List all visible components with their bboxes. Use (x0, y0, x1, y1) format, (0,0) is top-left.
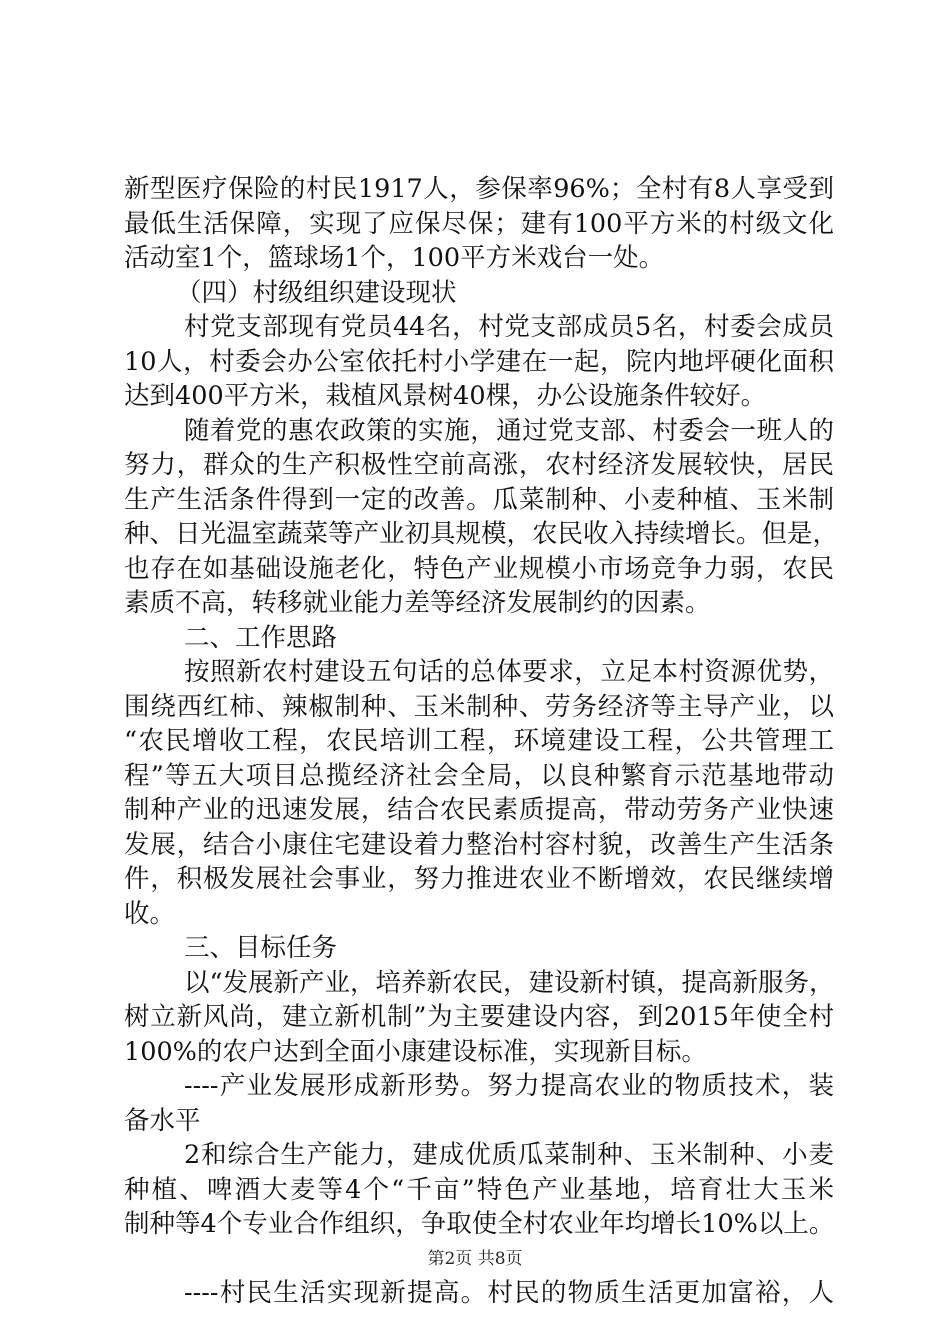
page-footer: 第2页 共8页 (427, 1249, 523, 1269)
text-line: 按照新农村建设五句话的总体要求，立足本村资源优势， (184, 657, 834, 687)
document-body (124, 172, 839, 1311)
text-line: 种植、啤酒大麦等4个“千亩”特色产业基地，培育壮大玉米 (124, 1174, 834, 1205)
text-line: 也存在如基础设施老化，特色产业规模小市场竞争力弱，农民 (124, 553, 834, 584)
text-line: 件，积极发展社会事业，努力推进农业不断增效，农民继续增 (124, 864, 834, 894)
text-line: 最低生活保障，实现了应保尽保；建有100平方米的村级文化 (124, 208, 834, 239)
text-line: 新型医疗保险的村民1917人，参保率96%；全村有8人享受到 (124, 174, 834, 204)
text-line: ----产业发展形成新形势。努力提高农业的物质技术，装 (184, 1071, 834, 1101)
text-line: 2和综合生产能力，建成优质瓜菜制种、玉米制种、小麦 (184, 1140, 834, 1170)
text-line: 发展，结合小康住宅建设着力整治村容村貌，改善生产生活条 (124, 829, 834, 860)
text-line: 制种产业的迅速发展，结合农民素质提高，带动劳务产业快速 (124, 795, 834, 825)
text-line: 收。 (124, 898, 176, 929)
section-heading: （四）村级组织建设现状 (176, 277, 457, 308)
text-line: 随着党的惠农政策的实施，通过党支部、村委会一班人的 (184, 415, 834, 446)
text-line: 以“发展新产业，培养新农民，建设新村镇，提高新服务， (184, 967, 835, 998)
text-line: 达到400平方米，栽植风景树40棵，办公设施条件较好。 (124, 381, 767, 411)
text-line: 努力，群众的生产积极性空前高涨，农村经济发展较快，居民 (124, 450, 834, 480)
text-line: ----村民生活实现新提高。村民的物质生活更加富裕，人 (184, 1278, 834, 1308)
text-line: 10人，村委会办公室依托村小学建在一起，院内地坪硬化面积 (124, 346, 834, 377)
text-line: “农民增收工程，农民培训工程，环境建设工程，公共管理工 (124, 726, 834, 756)
text-line: 100%的农户达到全面小康建设标准，实现新目标。 (124, 1036, 707, 1067)
text-line: 制种等4个专业合作组织，争取使全村农业年均增长10%以上。 (124, 1209, 835, 1239)
text-line: 种、日光温室蔬菜等产业初具规模，农民收入持续增长。但是， (124, 519, 839, 549)
text-line: 村党支部现有党员44名，村党支部成员5名，村委会成员 (184, 312, 834, 342)
text-line: 备水平 (124, 1105, 201, 1136)
text-line: 素质不高，转移就业能力差等经济发展制约的因素。 (124, 588, 711, 618)
text-line: 活动室1个，篮球场1个，100平方米戏台一处。 (124, 243, 665, 273)
text-line: 生产生活条件得到一定的改善。瓜菜制种、小麦种植、玉米制 (124, 484, 834, 515)
section-heading: 三、目标任务 (184, 933, 338, 963)
text-line: 程”等五大项目总揽经济社会全局，以良种繁育示范基地带动 (124, 760, 834, 791)
text-line: 树立新风尚，建立新机制”为主要建设内容，到2015年使全村 (124, 1002, 834, 1032)
text-line: 围绕西红柿、辣椒制种、玉米制种、劳务经济等主导产业，以 (124, 691, 834, 722)
section-heading: 二、工作思路 (184, 622, 338, 653)
